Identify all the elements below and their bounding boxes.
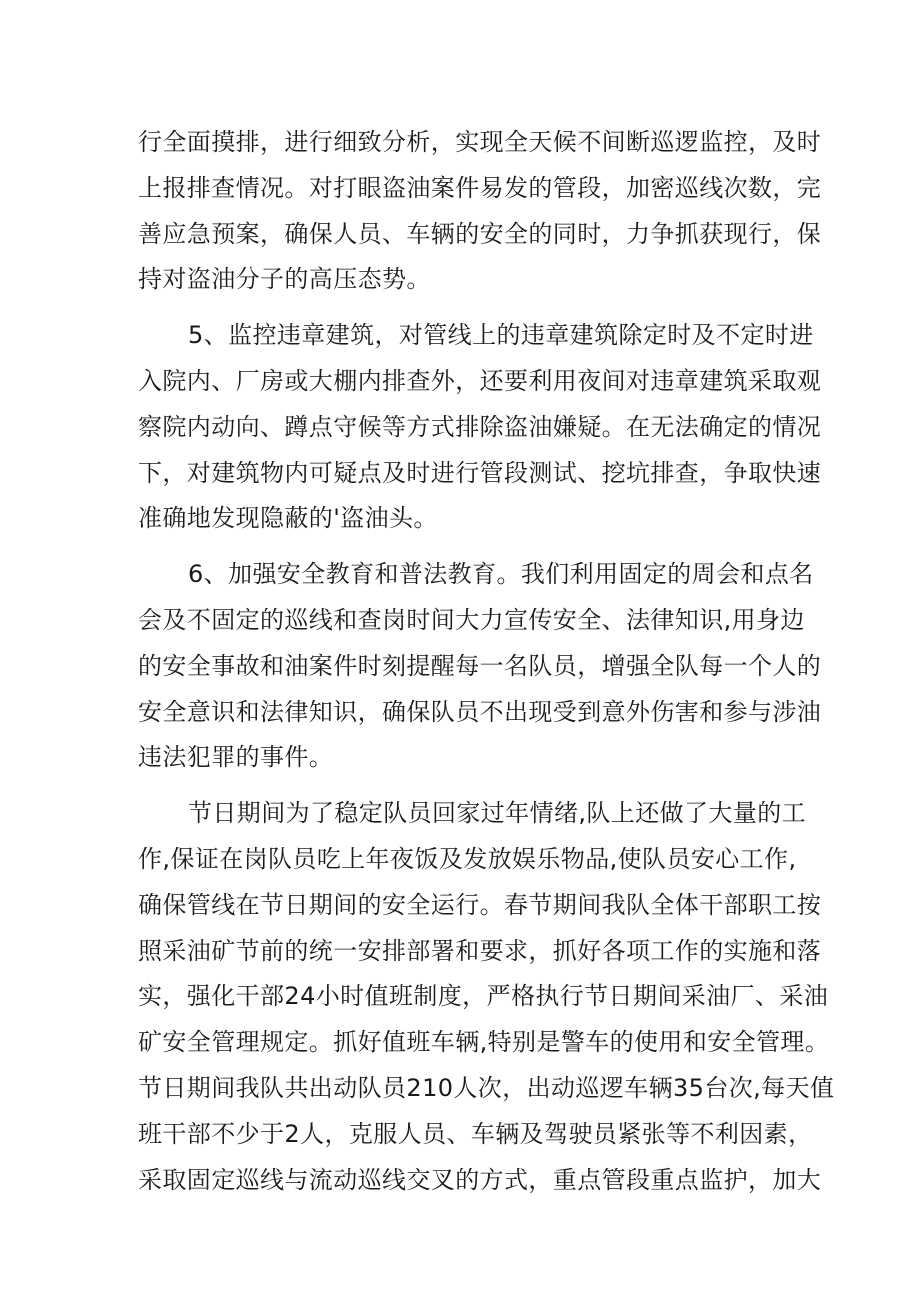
text-line: 持对盗油分子的高压态势。 (138, 265, 431, 294)
text-line: 准确地发现隐蔽的'盗油头。 (138, 504, 438, 533)
document-body (138, 120, 835, 1203)
text-line: 入院内、厂房或大棚内排查外，还要利用夜间对违章建筑采取观 (138, 366, 822, 395)
text-line: 的安全事故和油案件时刻提醒每一名队员，增强全队每一个人的 (138, 651, 822, 680)
text-line: 采取固定巡线与流动巡线交叉的方式，重点管段重点监护，加大 (138, 1165, 822, 1194)
text-line: 照采油矿节前的统一安排部署和要求，抓好各项工作的实施和落 (138, 936, 822, 965)
text-line: 节日期间为了稳定队员回家过年情绪,队上还做了大量的工 (188, 799, 807, 828)
text-line: 察院内动向、蹲点守候等方式排除盗油嫌疑。在无法确定的情况 (138, 412, 822, 441)
text-line: 确保管线在节日期间的安全运行。春节期间我队全体干部职工按 (138, 890, 822, 919)
text-line: 上报排查情况。对打眼盗油案件易发的管段，加密巡线次数，完 (138, 173, 822, 202)
text-line: 安全意识和法律知识，确保队员不出现受到意外伤害和参与涉油 (138, 697, 822, 726)
paragraph-holiday (138, 791, 835, 1203)
text-line: 行全面摸排，进行细致分析，实现全天候不间断巡逻监控，及时 (138, 128, 822, 156)
text-line: 班干部不少于2人，克服人员、车辆及驾驶员紧张等不利因素， (138, 1119, 813, 1148)
paragraph-item-5 (138, 313, 822, 542)
text-line: 实，强化干部24小时值班制度，严格执行节日期间采油厂、采油 (138, 982, 829, 1011)
text-line: 5、监控违章建筑，对管线上的违章建筑除定时及不定时进 (188, 321, 814, 350)
text-line: 善应急预案，确保人员、车辆的安全的同时，力争抓获现行，保 (138, 219, 822, 248)
paragraph-continued (138, 120, 822, 303)
text-line: 下，对建筑物内可疑点及时进行管段测试、挖坑排查，争取快速 (138, 458, 822, 487)
text-line: 节日期间我队共出动队员210人次，出动巡逻车辆35台次,每天值 (138, 1073, 835, 1102)
text-line: 作,保证在岗队员吃上年夜饭及发放娱乐物品,使队员安心工作, (138, 844, 797, 873)
text-line: 6、加强安全教育和普法教育。我们利用固定的周会和点名 (188, 560, 814, 589)
paragraph-item-6 (138, 552, 822, 781)
text-line: 矿安全管理规定。抓好值班车辆,特别是警车的使用和安全管理。 (138, 1028, 830, 1057)
text-line: 会及不固定的巡线和查岗时间大力宣传安全、法律知识,用身边 (138, 605, 805, 634)
text-line: 违法犯罪的事件。 (138, 743, 334, 772)
